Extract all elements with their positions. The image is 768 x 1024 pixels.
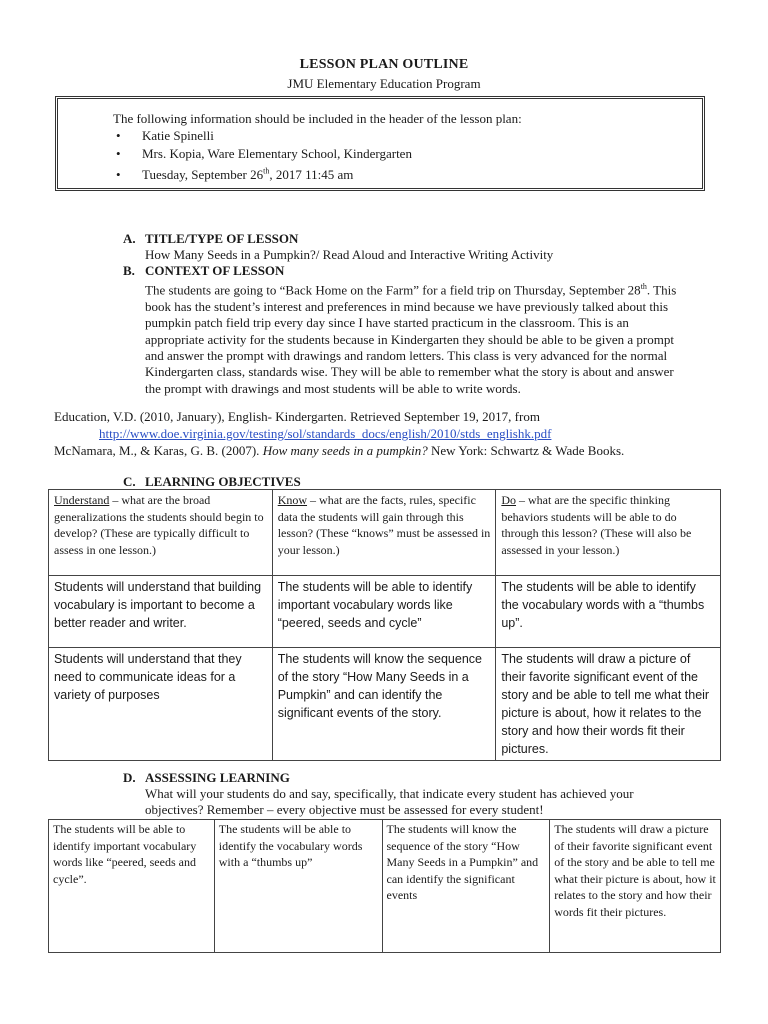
context-line: and answer the prompt with drawings and random letters. This class is very advanced for the normal [145, 347, 668, 363]
context-line: appropriate activity for the students because in Kindergarten they should be able to be given a prompt [145, 331, 674, 347]
section-a-heading: A. TITLE/TYPE OF LESSON [123, 231, 299, 246]
table-row [49, 820, 721, 953]
table-row [49, 490, 721, 576]
objectives-table [48, 489, 721, 761]
teacher-name: Katie Spinelli [142, 128, 214, 143]
table-cell: The students will be able to identify important vocabulary words like “peered, seeds and cycle” [272, 576, 496, 648]
objectives-header-know: Know – what are the facts, rules, specific data the students will gain through this lesson? (These “knows” must be assessed in your lesson.) [272, 490, 496, 576]
page-title: LESSON PLAN OUTLINE [299, 57, 469, 72]
reference-1-link[interactable]: http://www.doe.virginia.gov/testing/sol/standards_docs/english/2010/stds_englishk.pdf [99, 426, 552, 441]
section-d-heading: D. ASSESSING LEARNING [123, 770, 290, 785]
table-cell: The students will be able to identify important vocabulary words like “peered, seeds and cycle”. [49, 820, 215, 953]
bullet-icon: • [116, 146, 121, 161]
info-box-list [116, 127, 412, 181]
reference-2: McNamara, M., & Karas, G. B. (2007). How many seeds in a pumpkin? New York: Schwartz & Wade Books. [54, 443, 625, 458]
assessment-table [48, 819, 721, 953]
reference-1: Education, V.D. (2010, January), English- Kindergarten. Retrieved September 19, 2017, from [54, 409, 540, 424]
context-line: the prompt with drawings and most students will be able to write words. [145, 380, 521, 396]
context-paragraph [145, 279, 720, 397]
list-item [116, 145, 412, 163]
context-line: book has the student’s interest and preferences in mind because we have previously talked about this [145, 298, 669, 314]
table-cell: The students will be able to identify the vocabulary words with a “thumbs up”. [496, 576, 721, 648]
table-cell: The students will draw a picture of their favorite significant event of the story and be able to tell me what their picture is about, how it relates to the story and how their words fit their pictures. [496, 648, 721, 761]
header-info-box [55, 96, 705, 191]
assessing-prompt: What will your students do and say, specifically, that indicate every student has achieved your objectives? Remember – every objective must be assessed for every student! [145, 786, 634, 818]
table-row [49, 576, 721, 648]
table-cell: Students will understand that they need to communicate ideas for a variety of purposes [49, 648, 273, 761]
context-line: Kindergarten class, standards wise. They will be able to remember what the story is about and answer [145, 364, 674, 380]
context-line: pumpkin patch field trip every day since I have started practicum in the classroom. This is an [145, 315, 629, 331]
section-c-heading: C. LEARNING OBJECTIVES [123, 474, 301, 489]
table-cell: Students will understand that building vocabulary is important to become a better reader and writer. [49, 576, 273, 648]
section-b-heading: B. CONTEXT OF LESSON [123, 263, 285, 278]
list-item [116, 163, 412, 181]
objectives-header-do: Do – what are the specific thinking behaviors students will be able to do through this lesson? (These will also be assessed in your lesson.) [496, 490, 721, 576]
table-cell: The students will know the sequence of the story “How Many Seeds in a Pumpkin” and can identify the significant events of the story. [272, 648, 496, 761]
school-info: Mrs. Kopia, Ware Elementary School, Kindergarten [142, 146, 412, 161]
lesson-title-text: How Many Seeds in a Pumpkin?/ Read Aloud and Interactive Writing Activity [145, 247, 554, 262]
table-cell: The students will draw a picture of their favorite significant event of the story and be able to tell me what their picture is about, how it relates to the story and how their words fit their pictures. [550, 820, 721, 953]
info-box-intro: The following information should be included in the header of the lesson plan: [113, 111, 522, 126]
context-line: The students are going to “Back Home on the Farm” for a field trip on Thursday, September 28th. This [145, 282, 677, 298]
table-cell: The students will know the sequence of the story “How Many Seeds in a Pumpkin” and can identify the significant events [382, 820, 550, 953]
lesson-date: Tuesday, September 26th, 2017 11:45 am [142, 167, 354, 183]
objectives-header-understand: Understand – what are the broad generalizations the students should begin to develop? (These are typically difficult to assess in one lesson.) [49, 490, 273, 576]
table-row [49, 648, 721, 761]
bullet-icon: • [116, 167, 121, 183]
table-cell: The students will be able to identify the vocabulary words with a “thumbs up” [214, 820, 382, 953]
bullet-icon: • [116, 128, 121, 143]
page-subtitle: JMU Elementary Education Program [287, 76, 481, 91]
list-item [116, 127, 412, 145]
